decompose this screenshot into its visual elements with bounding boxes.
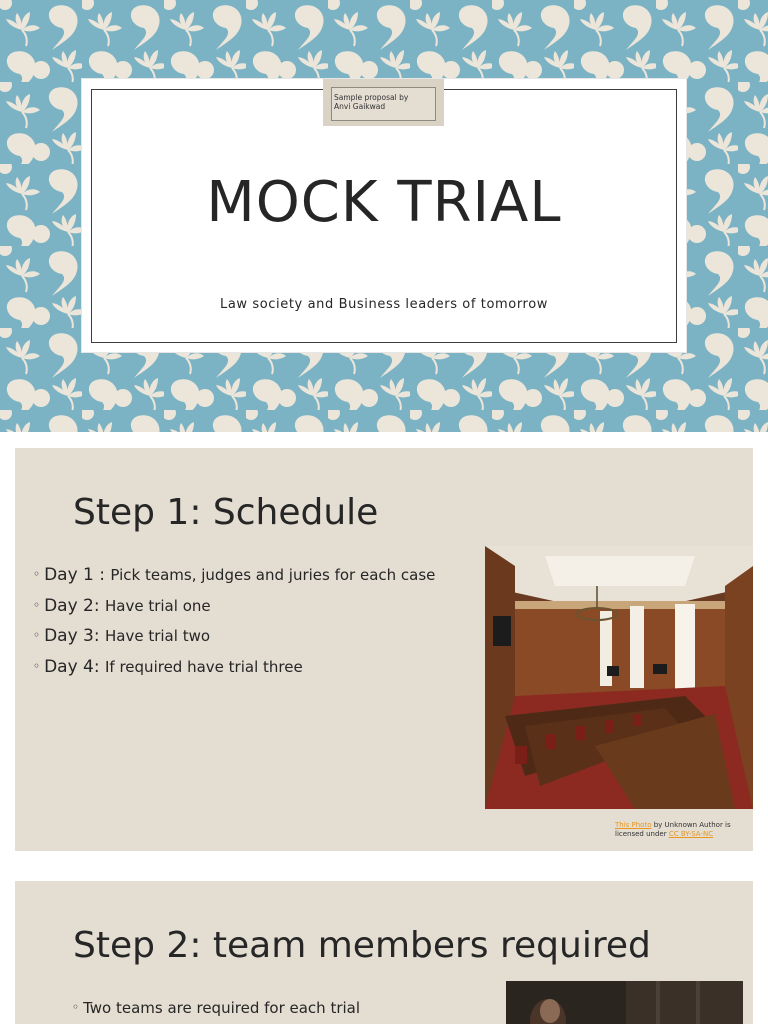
- title-slide: [0, 0, 768, 432]
- day-description: If required have trial three: [105, 657, 303, 676]
- courtroom-illustration: [485, 546, 753, 809]
- day-description: Pick teams, judges and juries for each case: [110, 566, 436, 584]
- list-item: [72, 998, 360, 1024]
- caption-text: by Unknown Author is licensed under: [615, 821, 731, 838]
- day-description: Have trial one: [105, 596, 211, 615]
- list-item: [33, 626, 435, 657]
- team-heading: Step 2: team members required: [73, 925, 651, 966]
- day-description: Have trial two: [105, 627, 211, 645]
- people-photo: [506, 981, 743, 1024]
- author-tab: [323, 79, 444, 126]
- bullet-icon: ◦: [72, 1000, 80, 1014]
- bullet-icon: ◦: [33, 658, 41, 673]
- slide-subtitle: Law society and Business leaders of tomorrow: [220, 297, 548, 312]
- team-requirement: Two teams are required for each trial: [83, 999, 361, 1017]
- list-item: [33, 596, 435, 627]
- people-illustration: [506, 981, 743, 1024]
- author-note: Sample proposal by Anvi Gaikwad: [334, 93, 409, 111]
- courtroom-photo: [485, 546, 753, 809]
- team-list: [72, 998, 360, 1024]
- schedule-slide: [15, 448, 753, 851]
- license-link[interactable]: CC BY-SA-NC: [668, 830, 714, 838]
- bullet-icon: ◦: [33, 597, 41, 612]
- photo-caption: [615, 821, 745, 839]
- day-label: Day 2:: [44, 595, 105, 616]
- schedule-heading: Step 1: Schedule: [73, 492, 379, 533]
- day-label: Day 1 :: [44, 565, 111, 585]
- team-members-slide: [15, 881, 753, 1024]
- slide-title: MOCK TRIAL: [206, 170, 562, 235]
- day-label: Day 4:: [44, 656, 105, 677]
- photo-link[interactable]: This Photo: [615, 821, 652, 829]
- list-item: [33, 657, 435, 688]
- day-label: Day 3:: [44, 626, 105, 646]
- list-item: [33, 565, 435, 596]
- bullet-icon: ◦: [33, 628, 41, 642]
- schedule-list: [33, 565, 435, 687]
- bullet-icon: ◦: [33, 567, 41, 581]
